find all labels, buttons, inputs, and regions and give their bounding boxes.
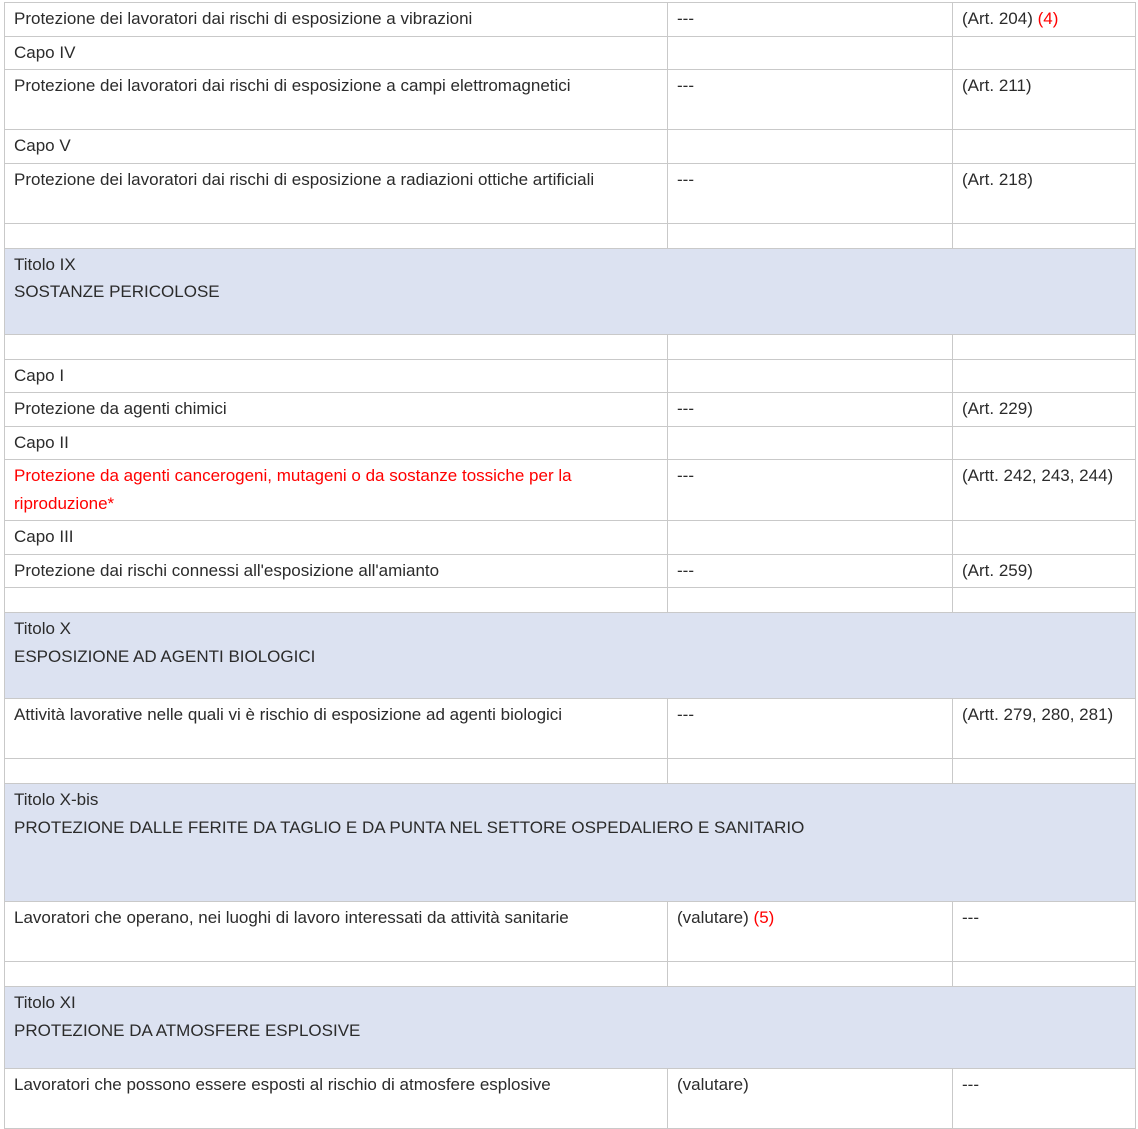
risk-description-cell bbox=[5, 359, 668, 393]
section-header-row bbox=[5, 613, 1136, 699]
section-title-number: Titolo X-bis bbox=[14, 790, 99, 810]
article-reference-cell bbox=[953, 359, 1136, 393]
compliance-matrix-table-wrapper bbox=[4, 2, 1135, 1129]
section-title-name: ESPOSIZIONE AD AGENTI BIOLOGICI bbox=[14, 646, 316, 666]
risk-description-text: Protezione dei lavoratori dai rischi di esposizione a radiazioni ottiche artificiali bbox=[14, 169, 595, 189]
spacer-row bbox=[5, 962, 1136, 987]
assessment-text: --- bbox=[677, 705, 694, 725]
article-reference-text: (Art. 229) bbox=[962, 399, 1033, 419]
article-reference-cell bbox=[953, 130, 1136, 164]
assessment-cell bbox=[668, 36, 953, 70]
risk-description-text: Attività lavorative nelle quali vi è rischio di esposizione ad agenti biologici bbox=[14, 705, 563, 725]
article-reference-cell bbox=[953, 3, 1136, 37]
risk-description-cell bbox=[5, 554, 668, 588]
spacer-cell bbox=[5, 759, 668, 784]
assessment-text: --- bbox=[677, 466, 694, 486]
assessment-cell bbox=[668, 130, 953, 164]
section-header-cell bbox=[5, 613, 1136, 699]
article-reference-cell bbox=[953, 1069, 1136, 1129]
spacer-cell bbox=[953, 223, 1136, 248]
spacer-row bbox=[5, 334, 1136, 359]
table-row bbox=[5, 554, 1136, 588]
table-row bbox=[5, 36, 1136, 70]
compliance-matrix-table bbox=[4, 2, 1136, 1129]
assessment-text: (valutare) bbox=[677, 1075, 749, 1095]
article-reference-text: (Art. 204) bbox=[962, 9, 1033, 28]
article-reference-text: --- bbox=[962, 908, 979, 928]
article-reference-cell bbox=[953, 521, 1136, 555]
table-row bbox=[5, 393, 1136, 427]
spacer-cell bbox=[668, 759, 953, 784]
footnote-marker: (4) bbox=[1037, 9, 1059, 28]
assessment-cell bbox=[668, 521, 953, 555]
spacer-cell bbox=[953, 334, 1136, 359]
risk-description-cell bbox=[5, 36, 668, 70]
assessment-cell bbox=[668, 460, 953, 521]
spacer-cell bbox=[5, 334, 668, 359]
spacer-cell bbox=[668, 223, 953, 248]
spacer-row bbox=[5, 759, 1136, 784]
spacer-cell bbox=[668, 962, 953, 987]
risk-description-text: Capo IV bbox=[14, 42, 76, 62]
risk-description-cell bbox=[5, 130, 668, 164]
spacer-cell bbox=[953, 588, 1136, 613]
section-title-number: Titolo X bbox=[14, 619, 72, 639]
section-title-number: Titolo XI bbox=[14, 993, 76, 1013]
risk-description-cell bbox=[5, 699, 668, 759]
spacer-cell bbox=[668, 588, 953, 613]
risk-description-cell bbox=[5, 1069, 668, 1129]
article-reference-cell bbox=[953, 36, 1136, 70]
risk-description-text: Protezione dai rischi connessi all'esposizione all'amianto bbox=[14, 560, 440, 580]
spacer-row bbox=[5, 588, 1136, 613]
article-reference-text: --- bbox=[962, 1075, 979, 1095]
table-row bbox=[5, 70, 1136, 130]
table-row bbox=[5, 130, 1136, 164]
table-row bbox=[5, 359, 1136, 393]
assessment-text: --- bbox=[677, 399, 694, 419]
assessment-cell bbox=[668, 3, 953, 37]
risk-description-cell bbox=[5, 163, 668, 223]
assessment-text: --- bbox=[677, 169, 694, 189]
article-reference-cell bbox=[953, 902, 1136, 962]
article-reference-text: (Artt. 279, 280, 281) bbox=[962, 705, 1114, 725]
assessment-cell bbox=[668, 359, 953, 393]
risk-description-cell bbox=[5, 902, 668, 962]
assessment-text: --- bbox=[677, 76, 694, 96]
table-row bbox=[5, 163, 1136, 223]
article-reference-cell bbox=[953, 426, 1136, 460]
article-reference-cell bbox=[953, 163, 1136, 223]
section-header-row bbox=[5, 784, 1136, 902]
spacer-cell bbox=[5, 588, 668, 613]
article-reference-text: (Artt. 242, 243, 244) bbox=[962, 466, 1114, 486]
risk-description-cell bbox=[5, 393, 668, 427]
article-reference-cell bbox=[953, 393, 1136, 427]
risk-description-cell bbox=[5, 426, 668, 460]
risk-description-cell bbox=[5, 460, 668, 521]
section-header-cell bbox=[5, 987, 1136, 1069]
table-row bbox=[5, 3, 1136, 37]
risk-description-text: Protezione dei lavoratori dai rischi di esposizione a vibrazioni bbox=[14, 9, 473, 28]
assessment-cell bbox=[668, 163, 953, 223]
risk-description-text: Protezione dei lavoratori dai rischi di esposizione a campi elettromagnetici bbox=[14, 76, 571, 96]
compliance-matrix-body bbox=[5, 3, 1136, 1129]
footnote-marker: (5) bbox=[753, 908, 775, 928]
assessment-text: --- bbox=[677, 560, 694, 580]
spacer-cell bbox=[668, 334, 953, 359]
table-row bbox=[5, 1069, 1136, 1129]
assessment-cell bbox=[668, 393, 953, 427]
risk-description-text: Capo I bbox=[14, 365, 65, 385]
section-title-name: SOSTANZE PERICOLOSE bbox=[14, 282, 220, 302]
risk-description-text: Lavoratori che possono essere esposti al rischio di atmosfere esplosive bbox=[14, 1075, 551, 1095]
section-header-cell bbox=[5, 248, 1136, 334]
risk-description-text: Lavoratori che operano, nei luoghi di lavoro interessati da attività sanitarie bbox=[14, 908, 569, 928]
table-row bbox=[5, 699, 1136, 759]
table-row bbox=[5, 902, 1136, 962]
assessment-cell bbox=[668, 902, 953, 962]
spacer-row bbox=[5, 223, 1136, 248]
assessment-cell bbox=[668, 426, 953, 460]
table-row bbox=[5, 521, 1136, 555]
risk-description-cell bbox=[5, 3, 668, 37]
section-title-name: PROTEZIONE DALLE FERITE DA TAGLIO E DA PUNTA NEL SETTORE OSPEDALIERO E SANITARIO bbox=[14, 817, 805, 837]
risk-description-cell bbox=[5, 70, 668, 130]
section-header-cell bbox=[5, 784, 1136, 902]
table-row bbox=[5, 460, 1136, 521]
risk-description-text: Capo V bbox=[14, 136, 71, 156]
section-title-number: Titolo IX bbox=[14, 254, 76, 274]
article-reference-cell bbox=[953, 70, 1136, 130]
section-header-row bbox=[5, 248, 1136, 334]
spacer-cell bbox=[953, 962, 1136, 987]
spacer-cell bbox=[953, 759, 1136, 784]
risk-description-text: Capo II bbox=[14, 432, 69, 452]
article-reference-text: (Art. 259) bbox=[962, 560, 1033, 580]
section-title-name: PROTEZIONE DA ATMOSFERE ESPLOSIVE bbox=[14, 1020, 361, 1040]
assessment-text: (valutare) bbox=[677, 908, 749, 928]
article-reference-text: (Art. 211) bbox=[962, 76, 1032, 96]
spacer-cell bbox=[5, 962, 668, 987]
risk-description-text: Capo III bbox=[14, 527, 74, 547]
assessment-text: --- bbox=[677, 9, 694, 28]
assessment-cell bbox=[668, 70, 953, 130]
risk-description-text: Protezione da agenti cancerogeni, mutageni o da sostanze tossiche per la riproduzione* bbox=[14, 466, 572, 513]
assessment-cell bbox=[668, 1069, 953, 1129]
section-header-row bbox=[5, 987, 1136, 1069]
risk-description-text: Protezione da agenti chimici bbox=[14, 399, 227, 419]
article-reference-cell bbox=[953, 460, 1136, 521]
assessment-cell bbox=[668, 554, 953, 588]
assessment-cell bbox=[668, 699, 953, 759]
spacer-cell bbox=[5, 223, 668, 248]
risk-description-cell bbox=[5, 521, 668, 555]
article-reference-text: (Art. 218) bbox=[962, 169, 1033, 189]
article-reference-cell bbox=[953, 699, 1136, 759]
table-row bbox=[5, 426, 1136, 460]
article-reference-cell bbox=[953, 554, 1136, 588]
